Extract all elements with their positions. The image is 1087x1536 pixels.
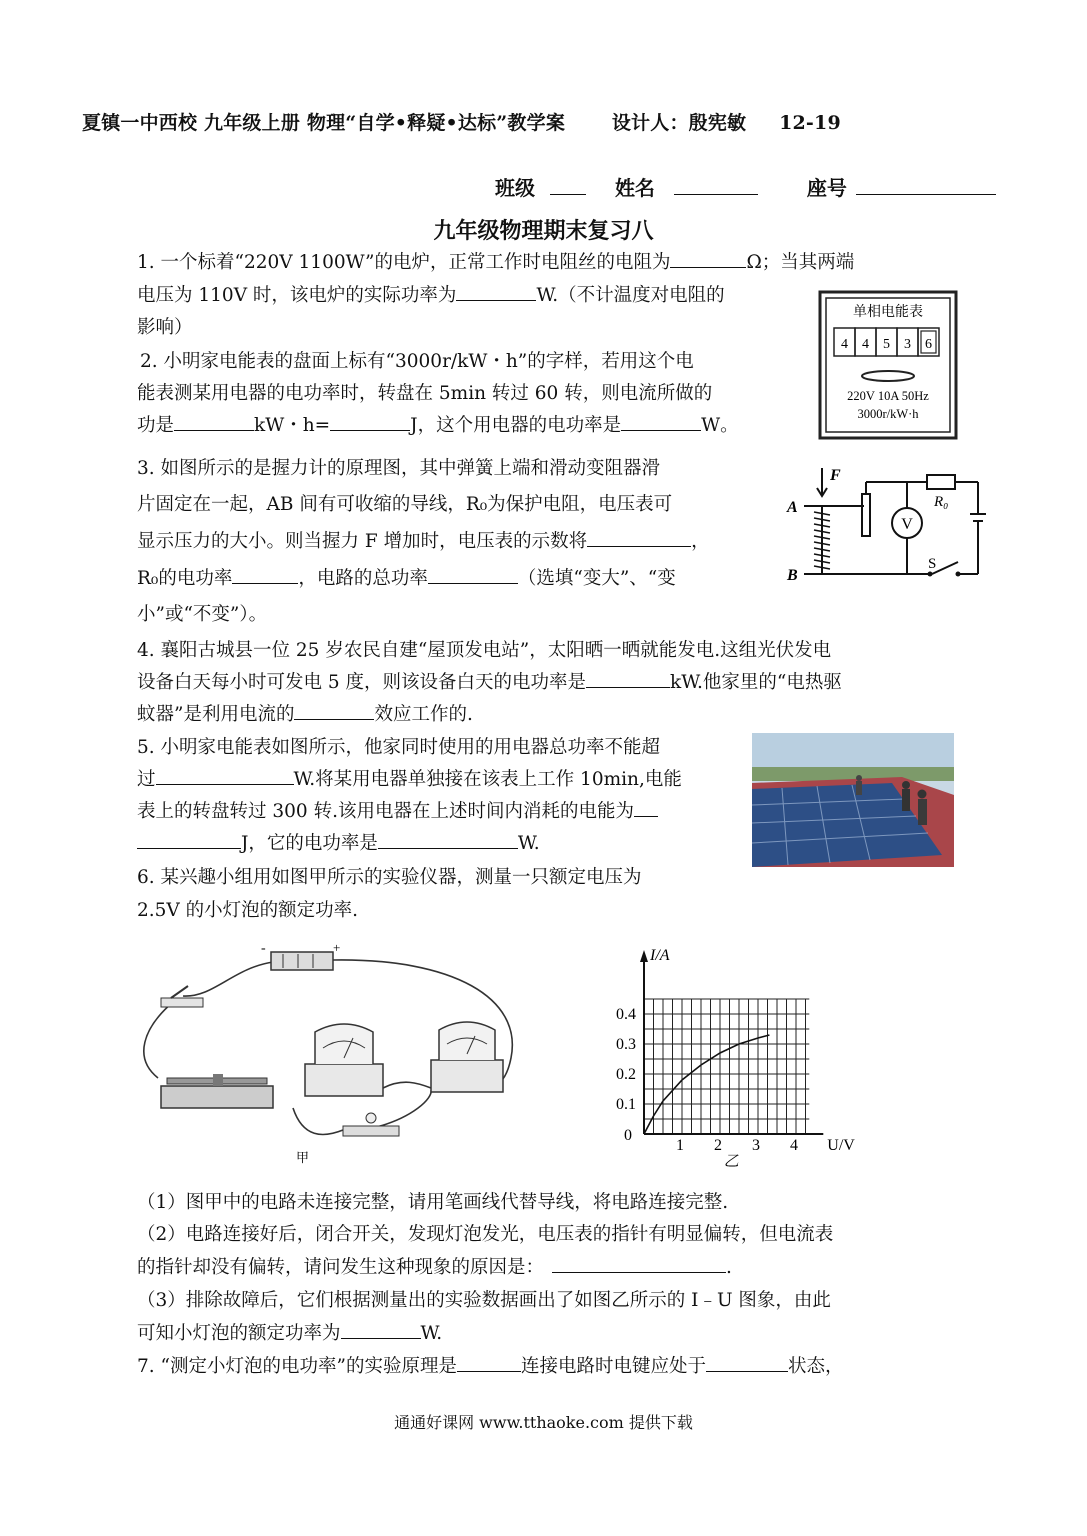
label-a: A [787, 499, 798, 516]
header-grade: 九年级上册 [204, 112, 301, 134]
ammeter-device [431, 1022, 503, 1092]
resistor-r0 [927, 475, 955, 489]
q6-sub1: （1）图甲中的电路未连接完整，请用笔画线代替导线，将电路连接完整. [137, 1192, 729, 1213]
q7-line [137, 1350, 843, 1384]
footer: 通通好课网 www.tthaoke.com 提供下载 [394, 1413, 693, 1432]
page-title: 九年级物理期末复习八 [433, 218, 654, 244]
class-label: 班级 [495, 176, 535, 200]
grip-meter-diagram [782, 466, 992, 586]
y-tick-label: 0.1 [616, 1096, 636, 1113]
circuit-apparatus-figure [133, 938, 533, 1168]
q7-blank-1[interactable] [457, 1353, 521, 1372]
q5-text-d: J，它的电功率是 [241, 833, 378, 854]
q3-blank-3[interactable] [428, 565, 518, 584]
battery-minus: - [261, 941, 266, 956]
meter-digit: 5 [883, 337, 890, 352]
meter-title: 单相电能表 [853, 305, 923, 320]
meter-spec-2: 3000r/kW·h [857, 407, 919, 421]
q7-text-c: 状态， [787, 1356, 844, 1377]
q7-blank-2[interactable] [706, 1353, 788, 1372]
x-axis-label: U/V [827, 1137, 855, 1154]
worker-1 [902, 789, 910, 811]
y-tick-label: 0.4 [616, 1006, 636, 1023]
q6-line2: 2.5V 的小灯泡的额定功率. [137, 900, 359, 921]
worker-2 [918, 799, 927, 825]
name-label: 姓名 [614, 176, 655, 200]
student-info-line [495, 172, 996, 201]
q4-blank-1[interactable] [586, 669, 670, 688]
name-blank[interactable] [674, 176, 758, 195]
q6-text-a: 的指针却没有偏转，请问发生这种现象的原因是： [137, 1257, 545, 1278]
q2-text-c: J，这个用电器的电功率是 [410, 415, 622, 436]
q6-text-c: 可知小灯泡的额定功率为 [137, 1323, 341, 1344]
q5-text-a: 过 [137, 769, 156, 790]
header-line [82, 108, 841, 135]
q6-sub2-line2 [137, 1251, 732, 1285]
q6-sub3-line1: （3）排除故障后，它们根据测量出的实验数据画出了如图乙所示的 I﹣U 图象，由此 [137, 1290, 831, 1311]
q2-blank-1[interactable] [174, 412, 254, 431]
q2-blank-2[interactable] [330, 412, 410, 431]
q3-line1: 3. 如图所示的是握力计的原理图，其中弹簧上端和滑动变阻器滑 [137, 458, 661, 479]
q7-text-a: 7. “测定小灯泡的电功率”的实验原理是 [137, 1356, 457, 1377]
q4-text-d: 效应工作的. [374, 704, 473, 725]
q5-line1: 5. 小明家电能表如图所示，他家同时使用的用电器总功率不能超 [137, 737, 661, 758]
energy-meter-figure [818, 290, 958, 440]
seat-label: 座号 [806, 176, 847, 200]
seat-blank[interactable] [856, 176, 996, 195]
meter-digit: 3 [904, 337, 911, 352]
q3-line2: 片固定在一起，AB 间有可收缩的导线，R₀为保护电阻，电压表可 [137, 494, 673, 515]
q7-text-b: 连接电路时电键应处于 [520, 1356, 706, 1377]
q3-text-a: 显示压力的大小。则当握力 F 增加时，电压表的示数将 [137, 531, 588, 552]
label-f: F [830, 467, 841, 484]
q5-line2 [137, 763, 682, 797]
q5-blank-1[interactable] [156, 766, 294, 785]
q6-sub2-line1: （2）电路连接好后，闭合开关，发现灯泡发光，电压表的指针有明显偏转，但电流表 [137, 1224, 834, 1245]
q3-text-e: （选填“变大”、“变 [517, 568, 676, 589]
battery-plus: + [333, 940, 341, 955]
x-tick-label: 4 [790, 1137, 798, 1154]
y-tick-label: 0.2 [616, 1066, 636, 1083]
q2-line1: 2. 小明家电能表的盘面上标有“3000r/kW・h”的字样，若用这个电 [140, 351, 694, 372]
meter-digit: 4 [841, 337, 848, 352]
q4-line3 [137, 698, 473, 732]
q3-text-b: ， [691, 531, 710, 552]
q5-blank-3[interactable] [378, 830, 518, 849]
q3-blank-1[interactable] [587, 528, 691, 547]
header-designer: 设计人：殷宪敏 [611, 112, 747, 134]
q6-blank-2[interactable] [341, 1320, 421, 1339]
q2-text-b: kW・h= [254, 415, 331, 436]
q5-line3 [137, 795, 658, 829]
rheostat [862, 494, 870, 536]
q1-text-d: W.（不计温度对电阻的 [536, 285, 725, 306]
q3-line5: 小”或“不变”）。 [137, 604, 268, 625]
q1-line1 [137, 246, 854, 280]
y-axis-label: I/A [650, 947, 670, 964]
x-tick-label: 2 [714, 1137, 722, 1154]
q2-text-a: 功是 [137, 415, 175, 436]
header-date: 12-19 [779, 112, 841, 134]
header-subject: 物理“自学•释疑•达标”教学案 [306, 112, 566, 134]
header-school: 夏镇一中西校 [82, 112, 198, 134]
q5-blank-2b[interactable] [137, 830, 241, 849]
x-tick-label: 1 [676, 1137, 684, 1154]
q4-text-a: 设备白天每小时可发电 5 度，则该设备白天的电功率是 [137, 672, 587, 693]
q2-line3 [137, 409, 739, 443]
meter-digit: 4 [862, 337, 869, 352]
q1-text-b: Ω；当其两端 [746, 252, 855, 273]
x-tick-label: 3 [752, 1137, 760, 1154]
label-b: B [787, 567, 798, 584]
q2-text-d: W。 [701, 415, 739, 436]
wire-2 [144, 1002, 173, 1078]
q4-text-c: 蚊器”是利用电流的 [137, 704, 295, 725]
wire-6 [383, 1082, 431, 1088]
q6-text-d: W. [420, 1323, 443, 1344]
q6-blank-1[interactable] [552, 1254, 726, 1273]
q1-blank-2[interactable] [456, 282, 536, 301]
q2-blank-3[interactable] [621, 412, 701, 431]
q4-text-b: kW.他家里的“电热驱 [670, 672, 842, 693]
chart-grid [644, 999, 809, 1134]
label-s: S [928, 556, 937, 572]
q3-blank-2[interactable] [232, 565, 298, 584]
q1-line3: 影响） [137, 317, 193, 338]
label-r0: R₀ [934, 494, 949, 510]
q2-line2: 能表测某用电器的电功率时，转盘在 5min 转过 60 转，则电流所做的 [137, 383, 713, 404]
q6-text-b: . [726, 1257, 732, 1278]
solar-roof-photo [752, 733, 954, 867]
switch [161, 986, 203, 1007]
q5-text-e: W. [517, 833, 540, 854]
q6-line1: 6. 某兴趣小组用如图甲所示的实验仪器，测量一只额定电压为 [137, 867, 642, 888]
q4-blank-2[interactable] [294, 701, 374, 720]
q4-line2 [137, 666, 842, 700]
q1-line2 [137, 279, 725, 313]
q6-sub3-line2 [137, 1317, 442, 1351]
class-blank[interactable] [550, 176, 586, 195]
q3-line4 [137, 562, 676, 596]
iu-chart [604, 942, 864, 1174]
q5-text-b: W.将某用电器单独接在该表上工作 10min,电能 [293, 769, 682, 790]
q3-text-c: R₀的电功率 [137, 568, 233, 589]
origin-label: 0 [624, 1127, 632, 1144]
meter-digit: 6 [925, 337, 932, 352]
q1-text-c: 电压为 110V 时，该电炉的实际功率为 [137, 285, 457, 306]
q5-text-c: 表上的转盘转过 300 转.该用电器在上述时间内消耗的电能为 [137, 801, 634, 822]
label-v: V [901, 516, 913, 533]
q5-line4 [137, 827, 540, 861]
bulb-on-base [343, 1113, 399, 1136]
wire-1 [183, 962, 273, 996]
q4-line1: 4. 襄阳古城县一位 25 岁农民自建“屋顶发电站”，太阳晒一晒就能发电.这组光伏发电 [137, 640, 832, 661]
meter-spec-1: 220V 10A 50Hz [847, 389, 929, 403]
battery-box [271, 952, 333, 970]
figure-caption-jia: 甲 [296, 1150, 310, 1165]
chart-caption: 乙 [723, 1154, 739, 1170]
q5-blank-2a[interactable] [634, 798, 658, 817]
q3-line3 [137, 525, 710, 559]
q1-text-a: 1. 一个标着“220V 1100W”的电炉，正常工作时电阻丝的电阻为 [137, 252, 671, 273]
rheostat-slider [161, 1074, 273, 1108]
wire-4 [293, 1108, 343, 1135]
voltmeter-device [305, 1024, 383, 1096]
y-tick-label: 0.3 [616, 1036, 636, 1053]
q3-text-d: ，电路的总功率 [298, 568, 428, 589]
q1-blank-1[interactable] [670, 249, 746, 268]
